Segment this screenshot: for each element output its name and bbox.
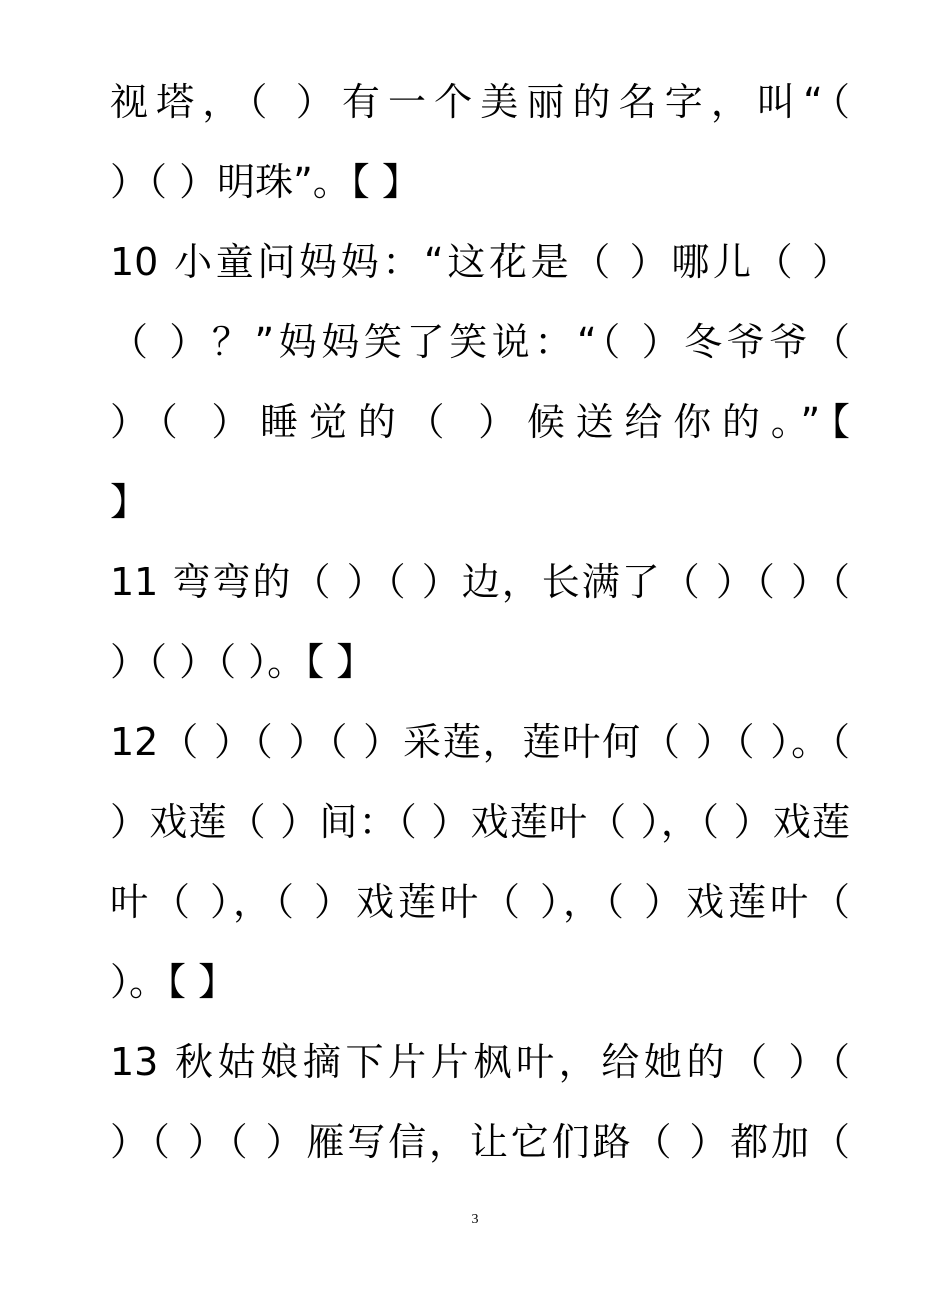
text-line-10: ）戏莲（ ）间：（ ）戏莲叶（ ），（ ）戏莲 (110, 800, 850, 844)
text-line-9: 12（ ）（ ）（ ）采莲，莲叶何（ ）（ ）。（ (110, 720, 850, 764)
text-line-4: （ ）？”妈妈笑了笑说：“（ ）冬爷爷（ (110, 320, 850, 364)
text-line-14: ）（ ）（ ）雁写信，让它们路（ ）都加（ (110, 1120, 850, 1164)
text-line-8: ）（ ）（ ）。【 】 (110, 640, 375, 684)
text-line-7: 11 弯弯的（ ）（ ）边，长满了（ ）（ ）（ (110, 560, 850, 604)
text-line-3: 10 小童问妈妈：“这花是（ ）哪儿（ ） (110, 240, 850, 284)
text-line-2: ）（ ）明珠”。【 】 (110, 160, 420, 204)
text-line-6: 】 (110, 480, 149, 524)
text-line-13: 13 秋姑娘摘下片片枫叶，给她的（ ）（ (110, 1040, 850, 1084)
text-line-5: ）（ ）睡觉的（ ）候送给你的。”【 (110, 400, 850, 444)
page-number: 3 (471, 1212, 479, 1227)
text-line-12: ）。【 】 (110, 960, 237, 1004)
text-line-1: 视塔，（ ）有一个美丽的名字，叫“（ (110, 80, 850, 124)
text-line-11: 叶（ ），（ ）戏莲叶（ ），（ ）戏莲叶（ (110, 880, 850, 924)
